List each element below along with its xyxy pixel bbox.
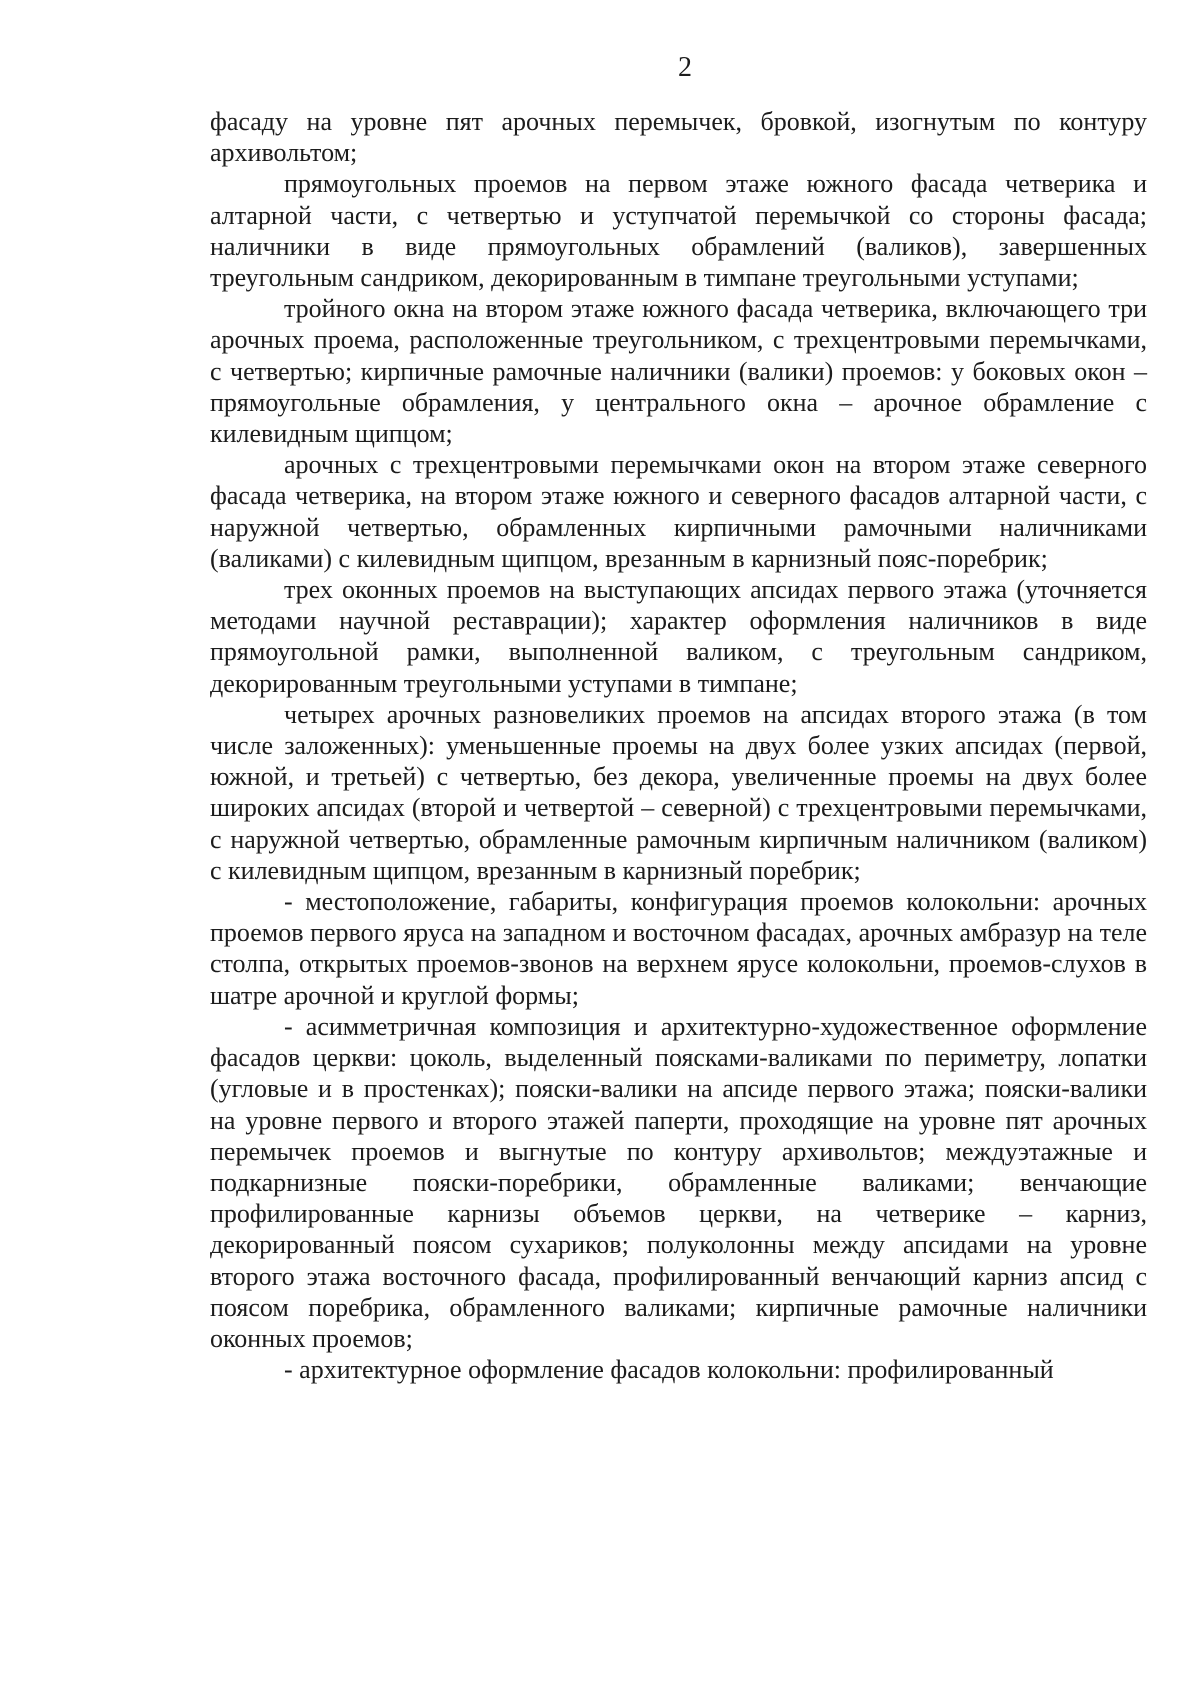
paragraph: - асимметричная композиция и архитектурно-художественное оформление фасадов церкви: цоколь, выделенный поясками-валиками по периметру, лопатки (угловые и в простенках); пояски-валики на апсиде первого этажа; пояски-валики на уровне первого и второго этажей паперти, проходящие на уровне пят арочных перемычек проемов и выгнутые по контуру архивольтов; междуэтажные и подкарнизные пояски-поребрики, обрамленные валиками; венчающие профилированные карнизы объемов церкви, на четверике – карниз, декорированный поясом сухариков; полуколонны между апсидами на уровне второго этажа восточного фасада, профилированный венчающий карниз апсид с поясом поребрика, обрамленного валиками; кирпичные рамочные наличники оконных проемов; — [210, 1011, 1147, 1353]
paragraph: прямоугольных проемов на первом этаже южного фасада четверика и алтарной части, с четвертью и уступчатой перемычкой со стороны фасада; наличники в виде прямоугольных обрамлений (валиков), завершенных треугольным сандриком, декорированным в тимпане треугольными уступами; — [210, 169, 1147, 293]
paragraph: - архитектурное оформление фасадов колокольни: профилированный — [284, 1355, 1054, 1385]
paragraph: - местоположение, габариты, конфигурация проемов колокольни: арочных проемов первого яруса на западном и восточном фасадах, арочных амбразур на теле столпа, открытых проемов-звонов на верхнем ярусе колокольни, проемов-слухов в шатре арочной и круглой формы; — [210, 887, 1147, 1010]
paragraph: арочных с трехцентровыми перемычками окон на втором этаже северного фасада четверика, на втором этаже южного и северного фасадов алтарной части, с наружной четвертью, обрамленных кирпичными рамочными наличниками (валиками) с килевидным щипцом, врезанным в карнизный пояс-поребрик; — [210, 450, 1147, 573]
paragraph: четырех арочных разновеликих проемов на апсидах второго этажа (в том числе заложенных): уменьшенные проемы на двух более узких апсидах (первой, южной, и третьей) с четвертью, без декора, увеличенные проемы на двух более широких апсидах (второй и четвертой – северной) с трехцентровыми перемычками, с наружной четвертью, обрамленные рамочным кирпичным наличником (валиком) с килевидным щипцом, врезанным в карнизный поребрик; — [210, 699, 1147, 885]
paragraph: тройного окна на втором этаже южного фасада четверика, включающего три арочных проема, расположенные треугольником, с трехцентровыми перемычками, с четвертью; кирпичные рамочные наличники (валики) проемов: у боковых окон – прямоугольные обрамления, у центрального окна – арочное обрамление с килевидным щипцом; — [210, 294, 1147, 449]
page-number: 2 — [678, 52, 692, 83]
paragraph: фасаду на уровне пят арочных перемычек, бровкой, изогнутым по контуру архивольтом; — [210, 107, 1147, 168]
paragraph: трех оконных проемов на выступающих апсидах первого этажа (уточняется методами научной реставрации); характер оформления наличников в виде прямоугольной рамки, выполненной валиком, с треугольным сандриком, декорированным треугольными уступами в тимпане; — [210, 575, 1147, 698]
body-text — [210, 106, 1147, 1385]
